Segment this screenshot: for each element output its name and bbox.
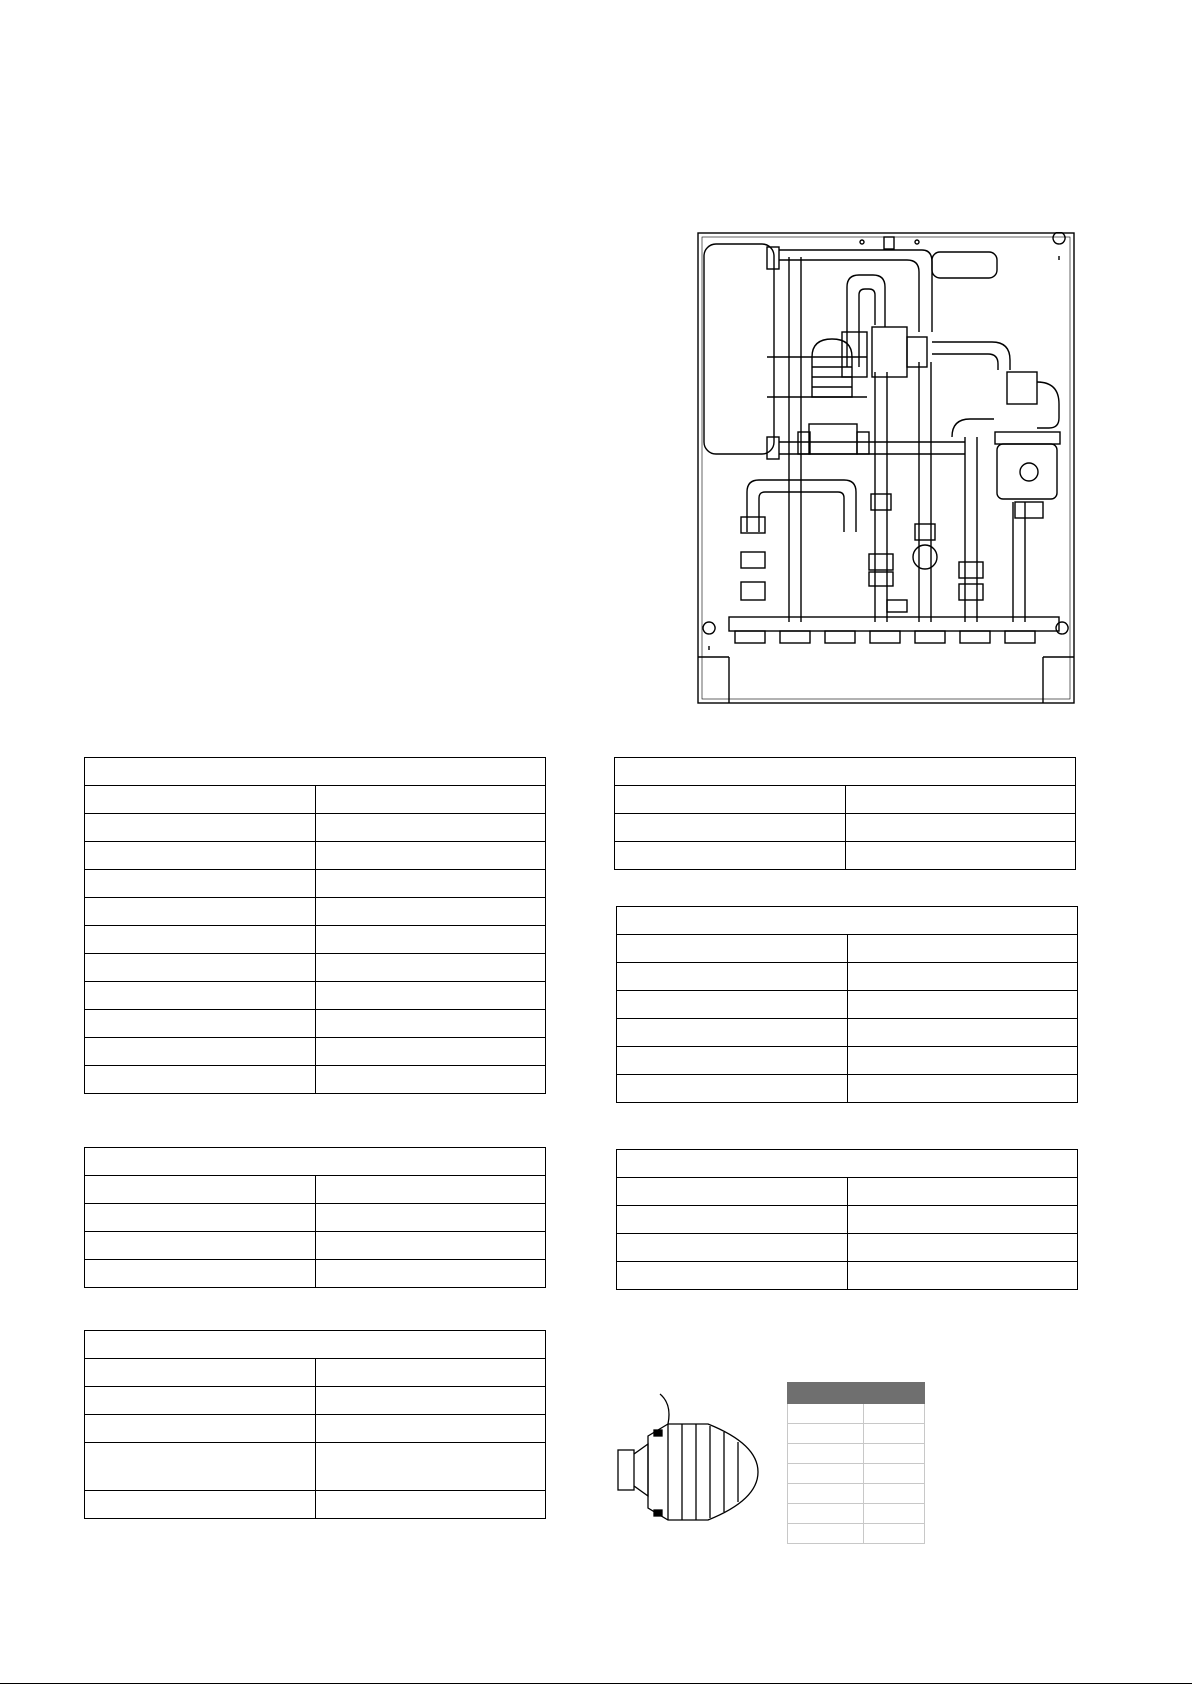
table-row [85,1066,546,1094]
table-row [788,1404,925,1424]
table-6-heading [617,1150,1078,1178]
table-row [788,1444,925,1464]
table-row [85,1491,546,1519]
table-4-heading [615,758,1076,786]
table-row [617,935,1078,963]
table-row [617,1206,1078,1234]
table-6 [616,1149,1078,1290]
table-4 [614,757,1076,870]
table-row [788,1424,925,1444]
table-row [617,963,1078,991]
table-row [85,1232,546,1260]
table-row [85,1260,546,1288]
thermostatic-head-drawing [612,1392,777,1532]
table-row [85,982,546,1010]
table-1 [84,757,546,1094]
table-row [85,1443,546,1491]
table-row [788,1464,925,1484]
table-row [788,1524,925,1544]
table-row [617,1047,1078,1075]
table-row [85,954,546,982]
table-2 [84,1147,546,1288]
setting-table-col-2 [864,1383,925,1404]
table-5 [616,906,1078,1103]
table-row [788,1504,925,1524]
table-row [85,1359,546,1387]
setting-table [787,1382,925,1544]
table-row [85,1038,546,1066]
table-row [615,786,1076,814]
table-5-heading [617,907,1078,935]
table-row [85,1204,546,1232]
table-3-heading [85,1331,546,1359]
table-row [617,1019,1078,1047]
table-row [617,1234,1078,1262]
table-row [85,1176,546,1204]
table-row [85,814,546,842]
table-row [617,1262,1078,1290]
setting-table-col-1 [788,1383,864,1404]
table-row [788,1484,925,1504]
table-3 [84,1330,546,1519]
page-footer-rule [0,1683,1192,1684]
table-row [85,870,546,898]
table-2-heading [85,1148,546,1176]
table-row [85,926,546,954]
table-row [617,1178,1078,1206]
table-row [85,1415,546,1443]
table-1-heading [85,758,546,786]
table-row [615,842,1076,870]
table-row [85,898,546,926]
table-row [85,786,546,814]
table-row [85,842,546,870]
hydraulic-unit-drawing [697,232,1077,706]
table-row [85,1010,546,1038]
table-row [85,1387,546,1415]
table-row [617,1075,1078,1103]
table-row [615,814,1076,842]
table-row [617,991,1078,1019]
